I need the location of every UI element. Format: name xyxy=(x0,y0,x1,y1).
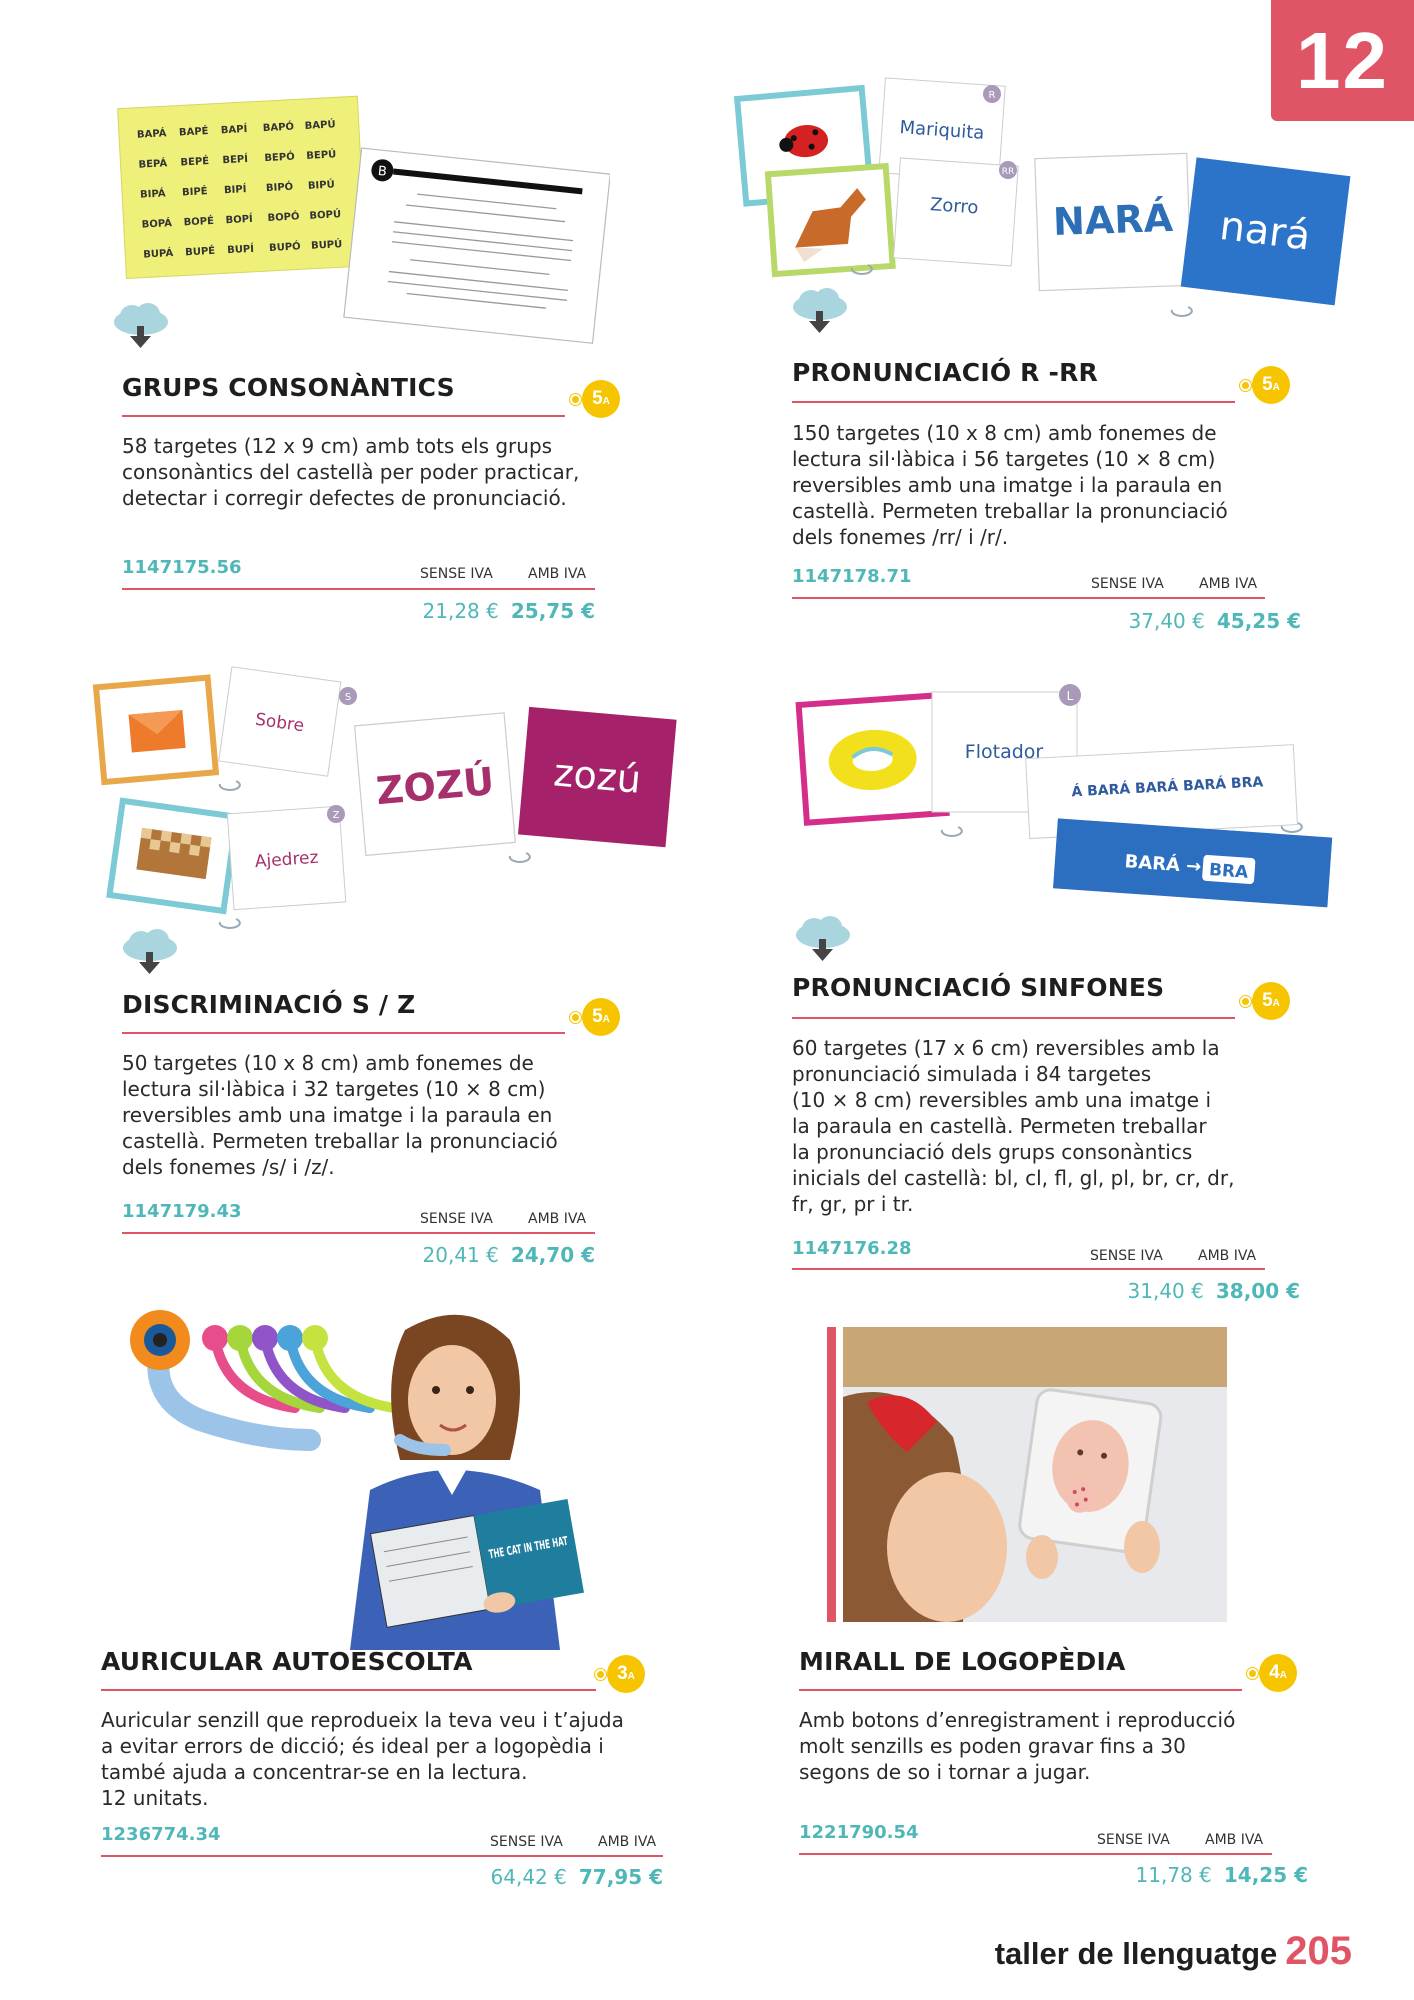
product-mirall-de-logopedia xyxy=(707,1320,1414,1910)
price-with-vat: 77,95 € xyxy=(578,1865,663,1889)
book-title: THE CAT IN THE HAT xyxy=(487,1524,625,1562)
product-description: 60 targetes (17 x 6 cm) reversibles amb la pronunciació simulada i 84 targetes (10 × 8 cm) reversibles amb una imatge i la paraula en castellà. Permeten treballar la pronunciació dels grups consonàntics inicials del castellà: bl, cl, fl, gl, pl, br, cr, dr, fr, gr, pr i tr. xyxy=(792,1036,1235,1216)
syllable-cell: BUPÓ xyxy=(268,241,301,254)
price-divider xyxy=(122,588,595,590)
syllable-cell: BIPÉ xyxy=(181,186,208,199)
price-without-vat: 21,28 € xyxy=(422,599,499,623)
card-word-zorro: Zorro xyxy=(929,194,980,219)
product-image-pronunciacio-sinfones xyxy=(792,680,1392,940)
syllable-cell: BUPÉ xyxy=(184,245,216,259)
syllable-cell: BAPÚ xyxy=(304,119,336,132)
card-tag-z: Z xyxy=(332,810,340,821)
price-labels: SENSE IVA AMB IVA xyxy=(1091,576,1258,592)
syllable-cell: BIPÍ xyxy=(223,184,247,197)
card-word-mariquita: Mariquita xyxy=(898,117,986,144)
syllable-cell: BOPÓ xyxy=(267,211,300,225)
age-badge: 4A xyxy=(1247,1654,1305,1692)
age-badge: 5A xyxy=(1240,366,1298,404)
price-labels: SENSE IVA AMB IVA xyxy=(420,1211,587,1227)
product-pronunciacio-sinfones xyxy=(707,650,1414,1330)
product-pronunciacio-r-rr xyxy=(707,0,1414,650)
syllable-strip: Á BARÁ BARÁ BARÁ BRA xyxy=(1071,774,1264,801)
card-word-sobre: Sobre xyxy=(253,709,306,737)
syllable-cell: BIPÓ xyxy=(265,181,294,195)
product-title: GRUPS CONSONÀNTICS xyxy=(122,373,455,402)
age-badge: 3A xyxy=(595,1655,653,1693)
price-divider xyxy=(799,1853,1272,1855)
card-big-upper: NARÁ xyxy=(1052,195,1174,245)
product-reference[interactable]: 1147175.56 xyxy=(122,557,242,578)
footer-section-title: taller de llenguatge xyxy=(994,1936,1278,1971)
price-labels: SENSE IVA AMB IVA xyxy=(1097,1832,1264,1848)
price-without-vat: 31,40 € xyxy=(1127,1279,1204,1303)
product-prices xyxy=(423,1243,595,1267)
product-prices xyxy=(1129,609,1301,633)
title-divider xyxy=(799,1689,1242,1691)
card-tag-l: L xyxy=(1066,689,1074,703)
price-without-vat: 37,40 € xyxy=(1128,609,1205,633)
price-labels: SENSE IVA AMB IVA xyxy=(1090,1248,1257,1264)
price-without-vat: 20,41 € xyxy=(422,1243,499,1267)
title-divider xyxy=(122,415,565,417)
card-big-lower: zozú xyxy=(552,750,643,802)
product-description: Auricular senzill que reprodueix la teva veu i t’ajuda a evitar errors de dicció; és ideal per a logopèdia i també ajuda a concentrar-se en la lectura. 12 unitats. xyxy=(101,1708,624,1810)
syllable-cell: BEPÉ xyxy=(180,156,210,169)
price-with-vat: 25,75 € xyxy=(510,599,595,623)
product-prices xyxy=(1128,1279,1300,1303)
syllable-cell: BEPÚ xyxy=(306,149,337,162)
price-labels: SENSE IVA AMB IVA xyxy=(420,566,587,582)
cloud-download-icon[interactable] xyxy=(110,302,172,352)
price-without-vat: 64,42 € xyxy=(490,1865,567,1889)
syllable-cell: BIPÁ xyxy=(139,188,166,201)
syllable-cell: BOPÚ xyxy=(309,209,342,222)
product-reference[interactable]: 1147179.43 xyxy=(122,1201,242,1222)
syllable-cell: BOPÍ xyxy=(225,213,254,227)
price-divider xyxy=(792,1268,1265,1270)
product-image-discriminacio-s-z xyxy=(90,660,700,940)
product-image-mirall-de-logopedia xyxy=(827,1327,1227,1622)
product-discriminacio-s-z xyxy=(0,650,707,1290)
card-big-upper: ZOZÚ xyxy=(374,759,496,814)
syllable-cell: BUPÚ xyxy=(310,239,343,252)
syllable-cell: BAPÁ xyxy=(136,128,167,141)
age-badge: 5A xyxy=(570,380,628,418)
product-auricular-autoescolta xyxy=(0,1290,707,1910)
card-tag-rr: RR xyxy=(1001,167,1015,177)
syllable-cell: BEPÁ xyxy=(138,158,168,171)
price-labels: SENSE IVA AMB IVA xyxy=(490,1834,657,1850)
syllable-cell: BUPÍ xyxy=(226,243,255,257)
syllable-cell: BAPÓ xyxy=(262,121,295,135)
card-big-lower: nará xyxy=(1217,202,1313,260)
title-divider xyxy=(101,1689,596,1691)
age-badge: 5A xyxy=(570,998,628,1036)
price-divider xyxy=(792,597,1265,599)
price-with-vat: 14,25 € xyxy=(1223,1863,1308,1887)
product-title: AURICULAR AUTOESCOLTA xyxy=(101,1647,473,1676)
price-with-vat: 38,00 € xyxy=(1215,1279,1300,1303)
syllable-cell: BIPÚ xyxy=(307,179,335,192)
product-reference[interactable]: 1221790.54 xyxy=(799,1822,919,1843)
product-prices xyxy=(491,1865,663,1889)
syllable-cell: BAPÍ xyxy=(220,123,248,137)
price-with-vat: 24,70 € xyxy=(510,1243,595,1267)
product-description: Amb botons d’enregistrament i reproducció molt senzills es poden gravar fins a 30 segons de so i tornar a jugar. xyxy=(799,1708,1236,1784)
title-divider xyxy=(792,1017,1235,1019)
product-reference[interactable]: 1147176.28 xyxy=(792,1238,912,1259)
cloud-download-icon[interactable] xyxy=(789,287,851,337)
page-footer xyxy=(995,1929,1352,1974)
price-divider xyxy=(101,1855,663,1857)
title-divider xyxy=(792,401,1235,403)
card-letter: B xyxy=(377,163,388,180)
syllable-cell: BEPÍ xyxy=(222,153,249,167)
product-reference[interactable]: 1147178.71 xyxy=(792,566,912,587)
cloud-download-icon[interactable] xyxy=(792,915,854,965)
product-image-grups-consonantics xyxy=(110,90,610,360)
card-tag-r: R xyxy=(988,90,996,101)
product-grups-consonantics xyxy=(0,0,707,640)
syllable-cell: BOPÁ xyxy=(141,218,173,231)
syllable-cell: BOPÉ xyxy=(183,215,215,229)
card-tag-s: S xyxy=(344,692,352,703)
product-title: PRONUNCIACIÓ SINFONES xyxy=(792,973,1165,1002)
cloud-download-icon[interactable] xyxy=(119,928,181,978)
product-title: MIRALL DE LOGOPÈDIA xyxy=(799,1647,1126,1676)
product-description: 58 targetes (12 x 9 cm) amb tots els grups consonàntics del castellà per poder practicar, detectar i corregir defectes de pronunciació. xyxy=(122,434,580,510)
footer-page-number: 205 xyxy=(1285,1929,1352,1973)
price-with-vat: 45,25 € xyxy=(1216,609,1301,633)
blue-card-result: BRA xyxy=(1208,860,1249,883)
card-word-ajedrez: Ajedrez xyxy=(254,847,320,873)
page-tab-number: 12 xyxy=(1271,0,1414,121)
product-prices xyxy=(423,599,595,623)
product-description: 150 targetes (10 x 8 cm) amb fonemes de lectura sil·làbica i 56 targetes (10 × 8 cm) reversibles amb una imatge i la paraula en castellà. Permeten treballar la pronunciació dels fonemes /rr/ i /r/. xyxy=(792,421,1228,549)
age-badge: 5A xyxy=(1240,982,1298,1020)
blue-card-text: BARÁ → xyxy=(1123,851,1202,878)
card-word-flotador: Flotador xyxy=(964,741,1044,763)
product-description: 50 targetes (10 x 8 cm) amb fonemes de lectura sil·làbica i 32 targetes (10 × 8 cm) reversibles amb una imatge i la paraula en castellà. Permeten treballar la pronunciació dels fonemes /s/ i /z/. xyxy=(122,1051,558,1179)
product-prices xyxy=(1136,1863,1308,1887)
price-without-vat: 11,78 € xyxy=(1135,1863,1212,1887)
title-divider xyxy=(122,1032,565,1034)
price-divider xyxy=(122,1232,595,1234)
product-title: DISCRIMINACIÓ S / Z xyxy=(122,990,416,1019)
syllable-cell: BUPÁ xyxy=(143,248,174,261)
product-image-auricular-autoescolta xyxy=(100,1290,640,1650)
syllable-cell: BEPÓ xyxy=(264,151,295,165)
phone-devices xyxy=(130,1310,395,1440)
product-reference[interactable]: 1236774.34 xyxy=(101,1824,221,1845)
syllable-cell: BAPÉ xyxy=(178,126,209,139)
product-title: PRONUNCIACIÓ R -RR xyxy=(792,358,1099,387)
